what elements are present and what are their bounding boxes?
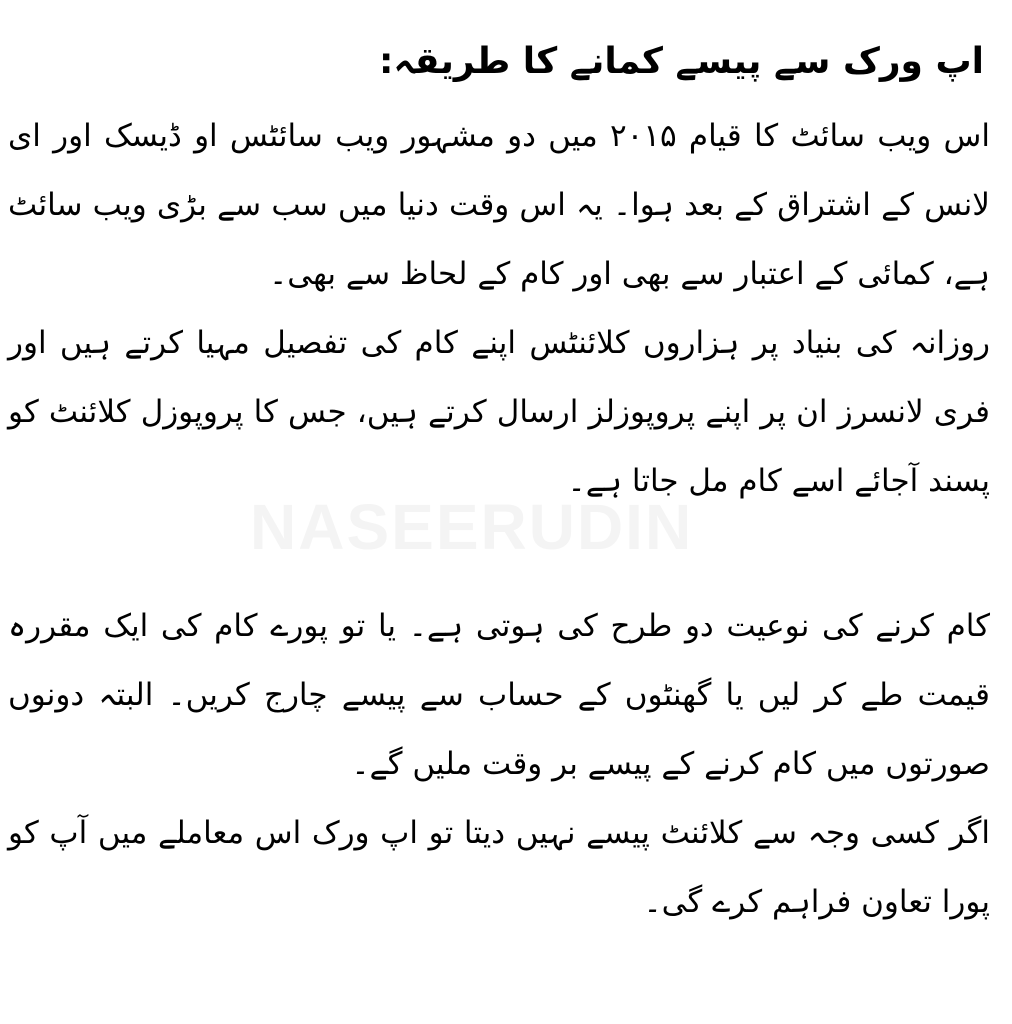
paragraph-payment-support: اگر کسی وجہ سے کلائنٹ پیسے نہیں دیتا تو اپ ورک اس معاملے میں آپ کو پورا تعاون فراہم کرے گی۔: [8, 815, 990, 920]
paragraph-spacer: [8, 516, 990, 592]
paragraph-clients-proposals: روزانہ کی بنیاد پر ہزاروں کلائنٹس اپنے کام کی تفصیل مہیا کرتے ہیں اور فری لانسرز ان پر اپنے پروپوزلز ارسال کرتے ہیں، جس کا پروپوزل کلائنٹ کو پسند آجائے اسے کام مل جاتا ہے۔: [8, 325, 990, 499]
paragraph-history: اس ویب سائٹ کا قیام ۲۰۱۵ میں دو مشہور ویب سائٹس او ڈیسک اور ای لانس کے اشتراق کے بعد ہوا۔ یہ اس وقت دنیا میں سب سے بڑی ویب سائٹ ہے، کمائی کے اعتبار سے بھی اور کام کے لحاظ سے بھی۔: [8, 118, 990, 292]
paragraph-work-types: کام کرنے کی نوعیت دو طرح کی ہوتی ہے۔ یا تو پورے کام کی ایک مقررہ قیمت طے کر لیں یا گھنٹوں کے حساب سے پیسے چارج کریں۔ البتہ دونوں صورتوں میں کام کرنے کے پیسے بر وقت ملیں گے۔: [8, 608, 990, 782]
watermark-text: NASEERUDIN: [250, 491, 694, 563]
article-heading: اپ ورک سے پیسے کمانے کا طریقہ:: [379, 41, 984, 82]
